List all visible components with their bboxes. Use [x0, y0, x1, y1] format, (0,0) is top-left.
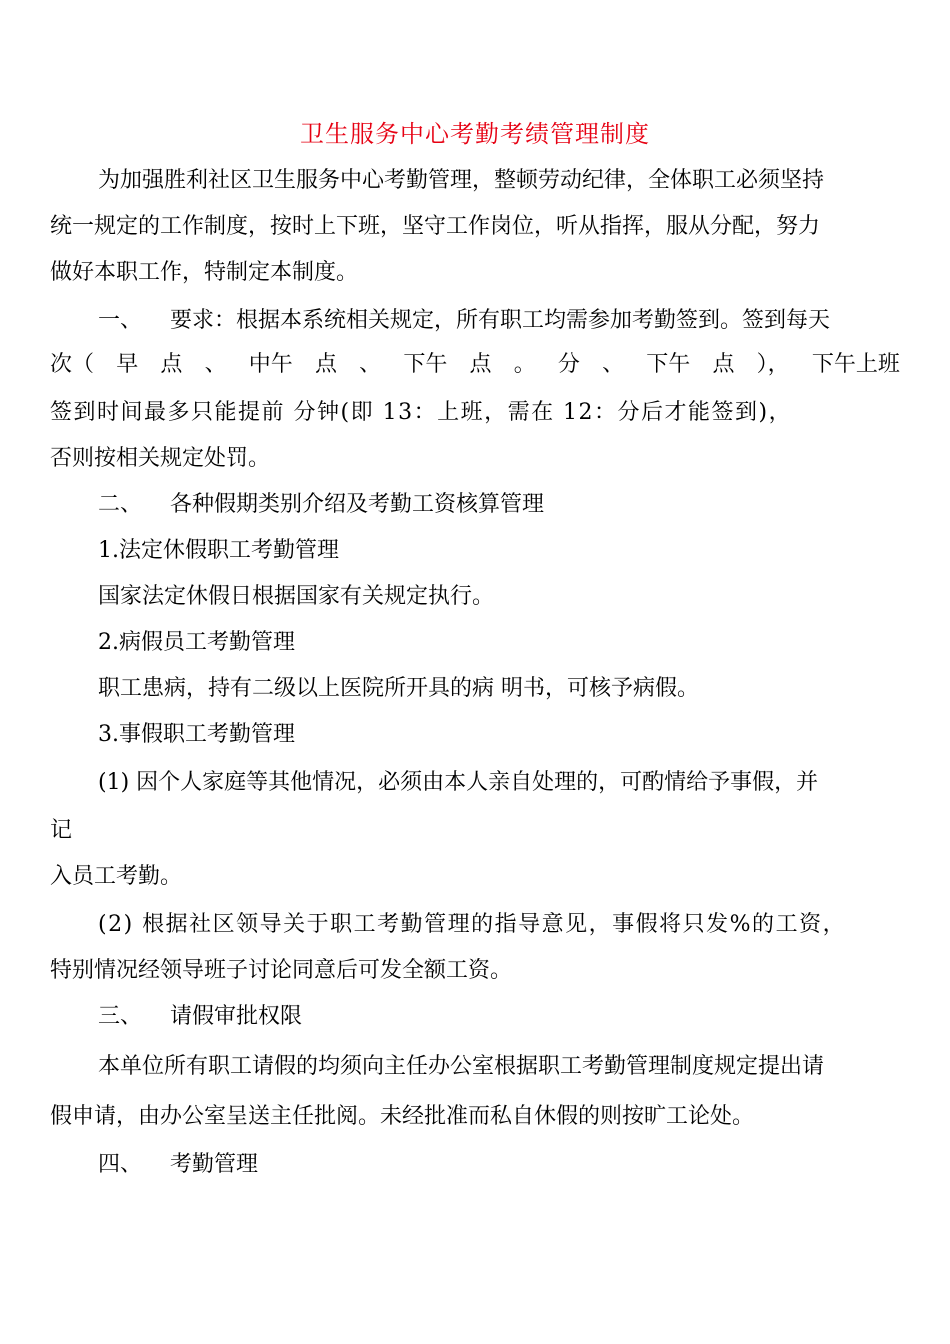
section1-line2-part: ）， — [756, 352, 790, 377]
section2-heading: 各种假期类别介绍及考勤工资核算管理 — [170, 492, 545, 517]
document-title: 卫生服务中心考勤考绩管理制度 — [300, 120, 650, 148]
section2-sub3-p1-line-2: 记 — [50, 818, 73, 843]
section1-line2-part: 中午 — [248, 352, 293, 377]
section3-number: 三、 — [98, 1004, 143, 1029]
section2-sub3-p2-line-1: (2) 根据社区领导关于职工考勤管理的指导意见，事假将只发%的工资， — [98, 912, 847, 937]
section1-line2-part: 下午上班 — [811, 352, 900, 377]
intro-line-3: 做好本职工作，特制定本制度。 — [50, 260, 359, 285]
section1-line2-part: 。 — [513, 352, 536, 377]
section1-line2-part: 、 — [359, 352, 382, 377]
section1-line2-part: 、 — [602, 352, 625, 377]
section1-line-4: 否则按相关规定处罚。 — [50, 446, 271, 471]
section1-line-3: 签到时间最多只能提前 分钟(即 13：上班，需在 12：分后才能签到)， — [50, 400, 793, 425]
section1-line2-part: 分 — [557, 352, 580, 377]
section2-sub1-text: 国家法定休假日根据国家有关规定执行。 — [98, 584, 495, 609]
intro-line-1: 为加强胜利社区卫生服务中心考勤管理，整顿劳动纪律，全体职工必须坚持 — [98, 168, 825, 193]
section1-line2-part: 次（ — [50, 352, 95, 377]
section1-line-2 — [50, 350, 900, 380]
section1-line2-part: 下午 — [646, 352, 691, 377]
section1-line2-part: 点 — [314, 352, 337, 377]
section1-line2-part: 点 — [469, 352, 492, 377]
section2-sub2-text: 职工患病，持有二级以上医院所开具的病 明书，可核予病假。 — [98, 676, 699, 701]
section4-heading: 考勤管理 — [170, 1152, 259, 1177]
section1-number: 一、 — [98, 308, 143, 333]
section2-number: 二、 — [98, 492, 143, 517]
section2-sub1-title: 1.法定休假职工考勤管理 — [98, 538, 339, 563]
section1-line-1: 要求：根据本系统相关规定，所有职工均需参加考勤签到。签到每天 — [170, 308, 831, 333]
section3-heading: 请假审批权限 — [170, 1004, 303, 1029]
intro-line-2: 统一规定的工作制度，按时上下班，坚守工作岗位，听从指挥，服从分配，努力 — [50, 214, 821, 239]
section1-line2-part: 早 — [116, 352, 139, 377]
section1-line2-part: 点 — [160, 352, 183, 377]
section3-line-1: 本单位所有职工请假的均须向主任办公室根据职工考勤管理制度规定提出请 — [98, 1054, 825, 1079]
section2-sub3-p1-line-3: 入员工考勤。 — [50, 864, 183, 889]
section1-line2-part: 点 — [712, 352, 735, 377]
section1-line2-part: 下午 — [403, 352, 448, 377]
section3-line-2: 假申请，由办公室呈送主任批阅。未经批准而私自休假的则按旷工论处。 — [50, 1104, 755, 1129]
section1-line2-part: 、 — [204, 352, 227, 377]
section2-sub2-title: 2.病假员工考勤管理 — [98, 630, 295, 655]
section2-sub3-title: 3.事假职工考勤管理 — [98, 722, 295, 747]
section2-sub3-p2-line-2: 特别情况经领导班子讨论同意后可发全额工资。 — [50, 958, 513, 983]
section4-number: 四、 — [98, 1152, 143, 1177]
section2-sub3-p1-line-1: (1) 因个人家庭等其他情况，必须由本人亲自处理的，可酌情给予事假，并 — [98, 770, 819, 795]
